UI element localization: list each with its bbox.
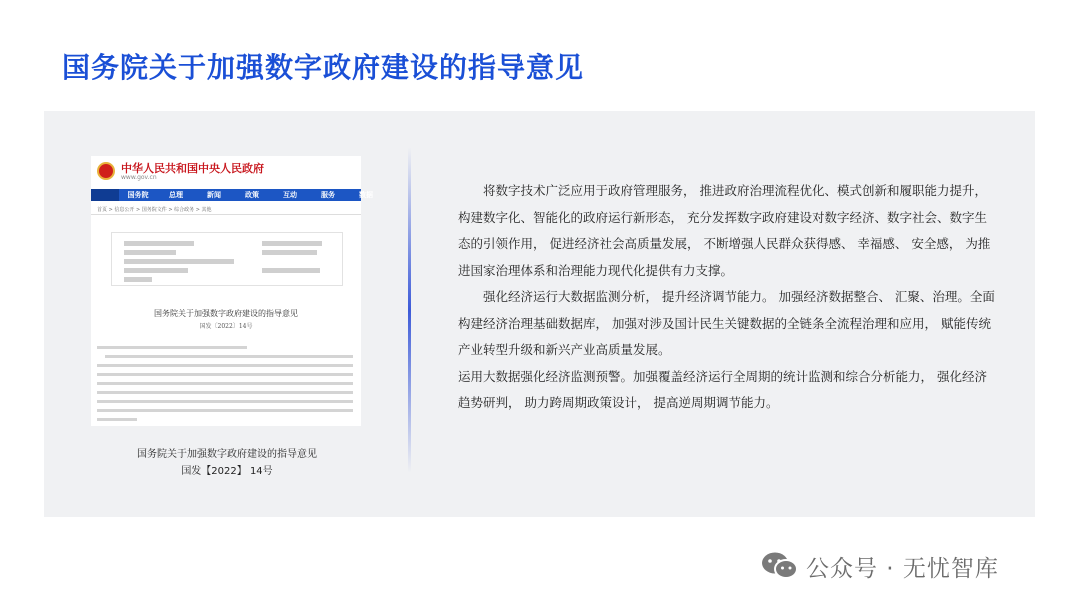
- thumbnail-nav-item: 数据: [359, 191, 373, 199]
- document-thumbnail: [91, 156, 373, 426]
- thumbnail-nav-item: 互动: [283, 191, 297, 199]
- thumbnail-site-name: 中华人民共和国中央人民政府: [121, 162, 264, 175]
- wechat-icon: [760, 550, 800, 582]
- thumbnail-breadcrumb: 首页 > 信息公开 > 国务院文件 > 综合政务 > 其他: [97, 207, 212, 213]
- thumbnail-nav-item: 总理: [169, 191, 183, 199]
- watermark: [760, 548, 999, 584]
- thumbnail-caption: [100, 446, 354, 480]
- body-paragraph: 将数字技术广泛应用于政府管理服务， 推进政府治理流程优化、模式创新和履职能力提升， 构建数字化、智能化的政府运行新形态， 充分发挥数字政府建设对数字经济、数字社会、数字生态的引领作用， 促进经济社会高质量发展， 不断增强人民群众获得感、 幸福感、 安全感， 为推进国家治理体系和治理能力现代化提供有力支撑。: [458, 183, 991, 278]
- watermark-text: 公众号 · 无忧智库: [806, 555, 999, 582]
- body-paragraph: 运用大数据强化经济监测预警。加强覆盖经济运行全周期的统计监测和综合分析能力， 强化经济趋势研判， 助力跨周期政策设计， 提高逆周期调节能力。: [458, 368, 987, 410]
- thumbnail-doc-number: 国发〔2022〕14号: [199, 323, 253, 330]
- thumbnail-nav-item: 政策: [245, 191, 259, 199]
- thumbnail-nav: [91, 189, 373, 201]
- thumbnail-nav-item: 国务院: [127, 191, 149, 199]
- thumbnail-doc-title: 国务院关于加强数字政府建设的指导意见: [154, 309, 298, 318]
- national-emblem-icon: [97, 162, 115, 180]
- body-text: [458, 178, 998, 417]
- caption-title: 国务院关于加强数字政府建设的指导意见: [137, 449, 317, 460]
- vertical-divider: [408, 147, 411, 473]
- thumbnail-nav-item: 新闻: [207, 191, 221, 199]
- page-title: 国务院关于加强数字政府建设的指导意见: [62, 51, 585, 84]
- thumbnail-divider: [91, 214, 361, 215]
- thumbnail-nav-item: 服务: [321, 191, 335, 199]
- thumbnail-site-url: www.gov.cn: [121, 174, 157, 181]
- thumbnail-nav-home-icon: [91, 189, 119, 201]
- body-paragraph: 强化经济运行大数据监测分析， 提升经济调节能力。 加强经济数据整合、 汇聚、治理。全面构建经济治理基础数据库， 加强对涉及国计民生关键数据的全链条全流程治理和应用， 赋能传统产业转型升级和新兴产业高质量发展。: [458, 289, 995, 357]
- thumbnail-header: [91, 156, 361, 188]
- caption-number: 国发【2022】 14号: [181, 466, 273, 477]
- thumbnail-meta-table: [111, 232, 343, 286]
